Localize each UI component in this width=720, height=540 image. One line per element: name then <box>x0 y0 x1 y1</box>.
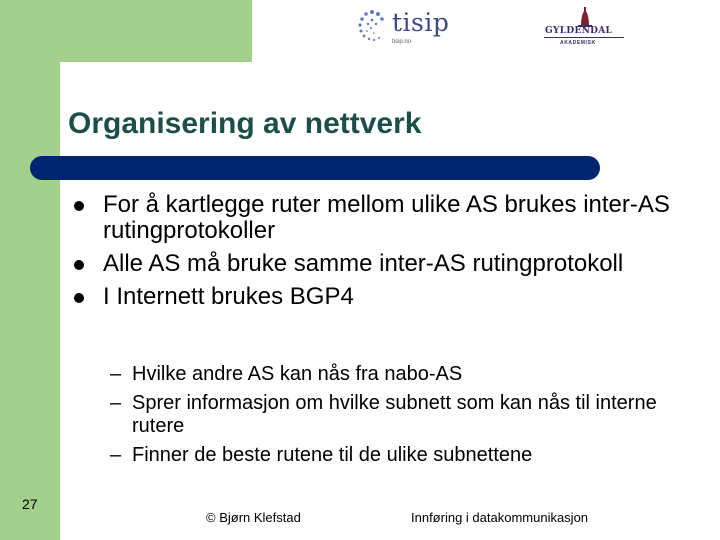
footer-course-title: Innføring i datakommunikasjon <box>411 510 589 525</box>
bullet-item <box>70 284 680 310</box>
bullet-item <box>70 251 680 277</box>
gyldendal-wordmark: GYLDENDAL <box>545 26 613 36</box>
sub-bullet-item <box>110 392 680 438</box>
gyldendal-tagline: AKADEMISK <box>560 40 596 46</box>
tisip-dots-icon <box>354 6 390 48</box>
sub-bullet-list <box>110 363 680 473</box>
bullet-item <box>70 192 680 244</box>
bullet-dot-icon <box>74 293 84 303</box>
gyldendal-bell-icon <box>542 6 628 28</box>
page-number: 27 <box>22 496 38 512</box>
footer-author: © Bjørn Klefstad <box>206 510 301 525</box>
sub-bullet-item <box>110 444 680 467</box>
bullet-text: I Internett brukes BGP4 <box>103 283 354 310</box>
tisip-logo <box>354 6 464 54</box>
dash-icon: – <box>110 444 122 466</box>
dash-icon: – <box>110 392 122 414</box>
bullet-text: Alle AS må bruke samme inter-AS rutingprotokoll <box>103 250 624 277</box>
bullet-dot-icon <box>74 201 84 211</box>
gyldendal-divider <box>544 37 624 38</box>
sub-bullet-text: Finner de beste rutene til de ulike subnettene <box>132 444 533 466</box>
bullet-dot-icon <box>74 260 84 270</box>
title-underline-bar <box>30 156 600 180</box>
top-green-block <box>0 0 252 62</box>
bullet-text: For å kartlegge ruter mellom ulike AS brukes inter-AS rutingprotokoller <box>103 191 670 244</box>
header-area <box>252 0 720 62</box>
sub-bullet-text: Sprer informasjon om hvilke subnett som kan nås til interne rutere <box>132 392 657 437</box>
sub-bullet-item <box>110 363 680 386</box>
sub-bullet-text: Hvilke andre AS kan nås fra nabo-AS <box>132 363 463 385</box>
tisip-tagline: tisip.no <box>392 39 412 45</box>
bullet-list <box>70 192 680 317</box>
dash-icon: – <box>110 363 122 385</box>
left-green-band <box>0 0 60 540</box>
slide-title: Organisering av nettverk <box>68 107 422 140</box>
gyldendal-logo <box>542 6 628 48</box>
tisip-wordmark: tisip <box>392 8 450 37</box>
